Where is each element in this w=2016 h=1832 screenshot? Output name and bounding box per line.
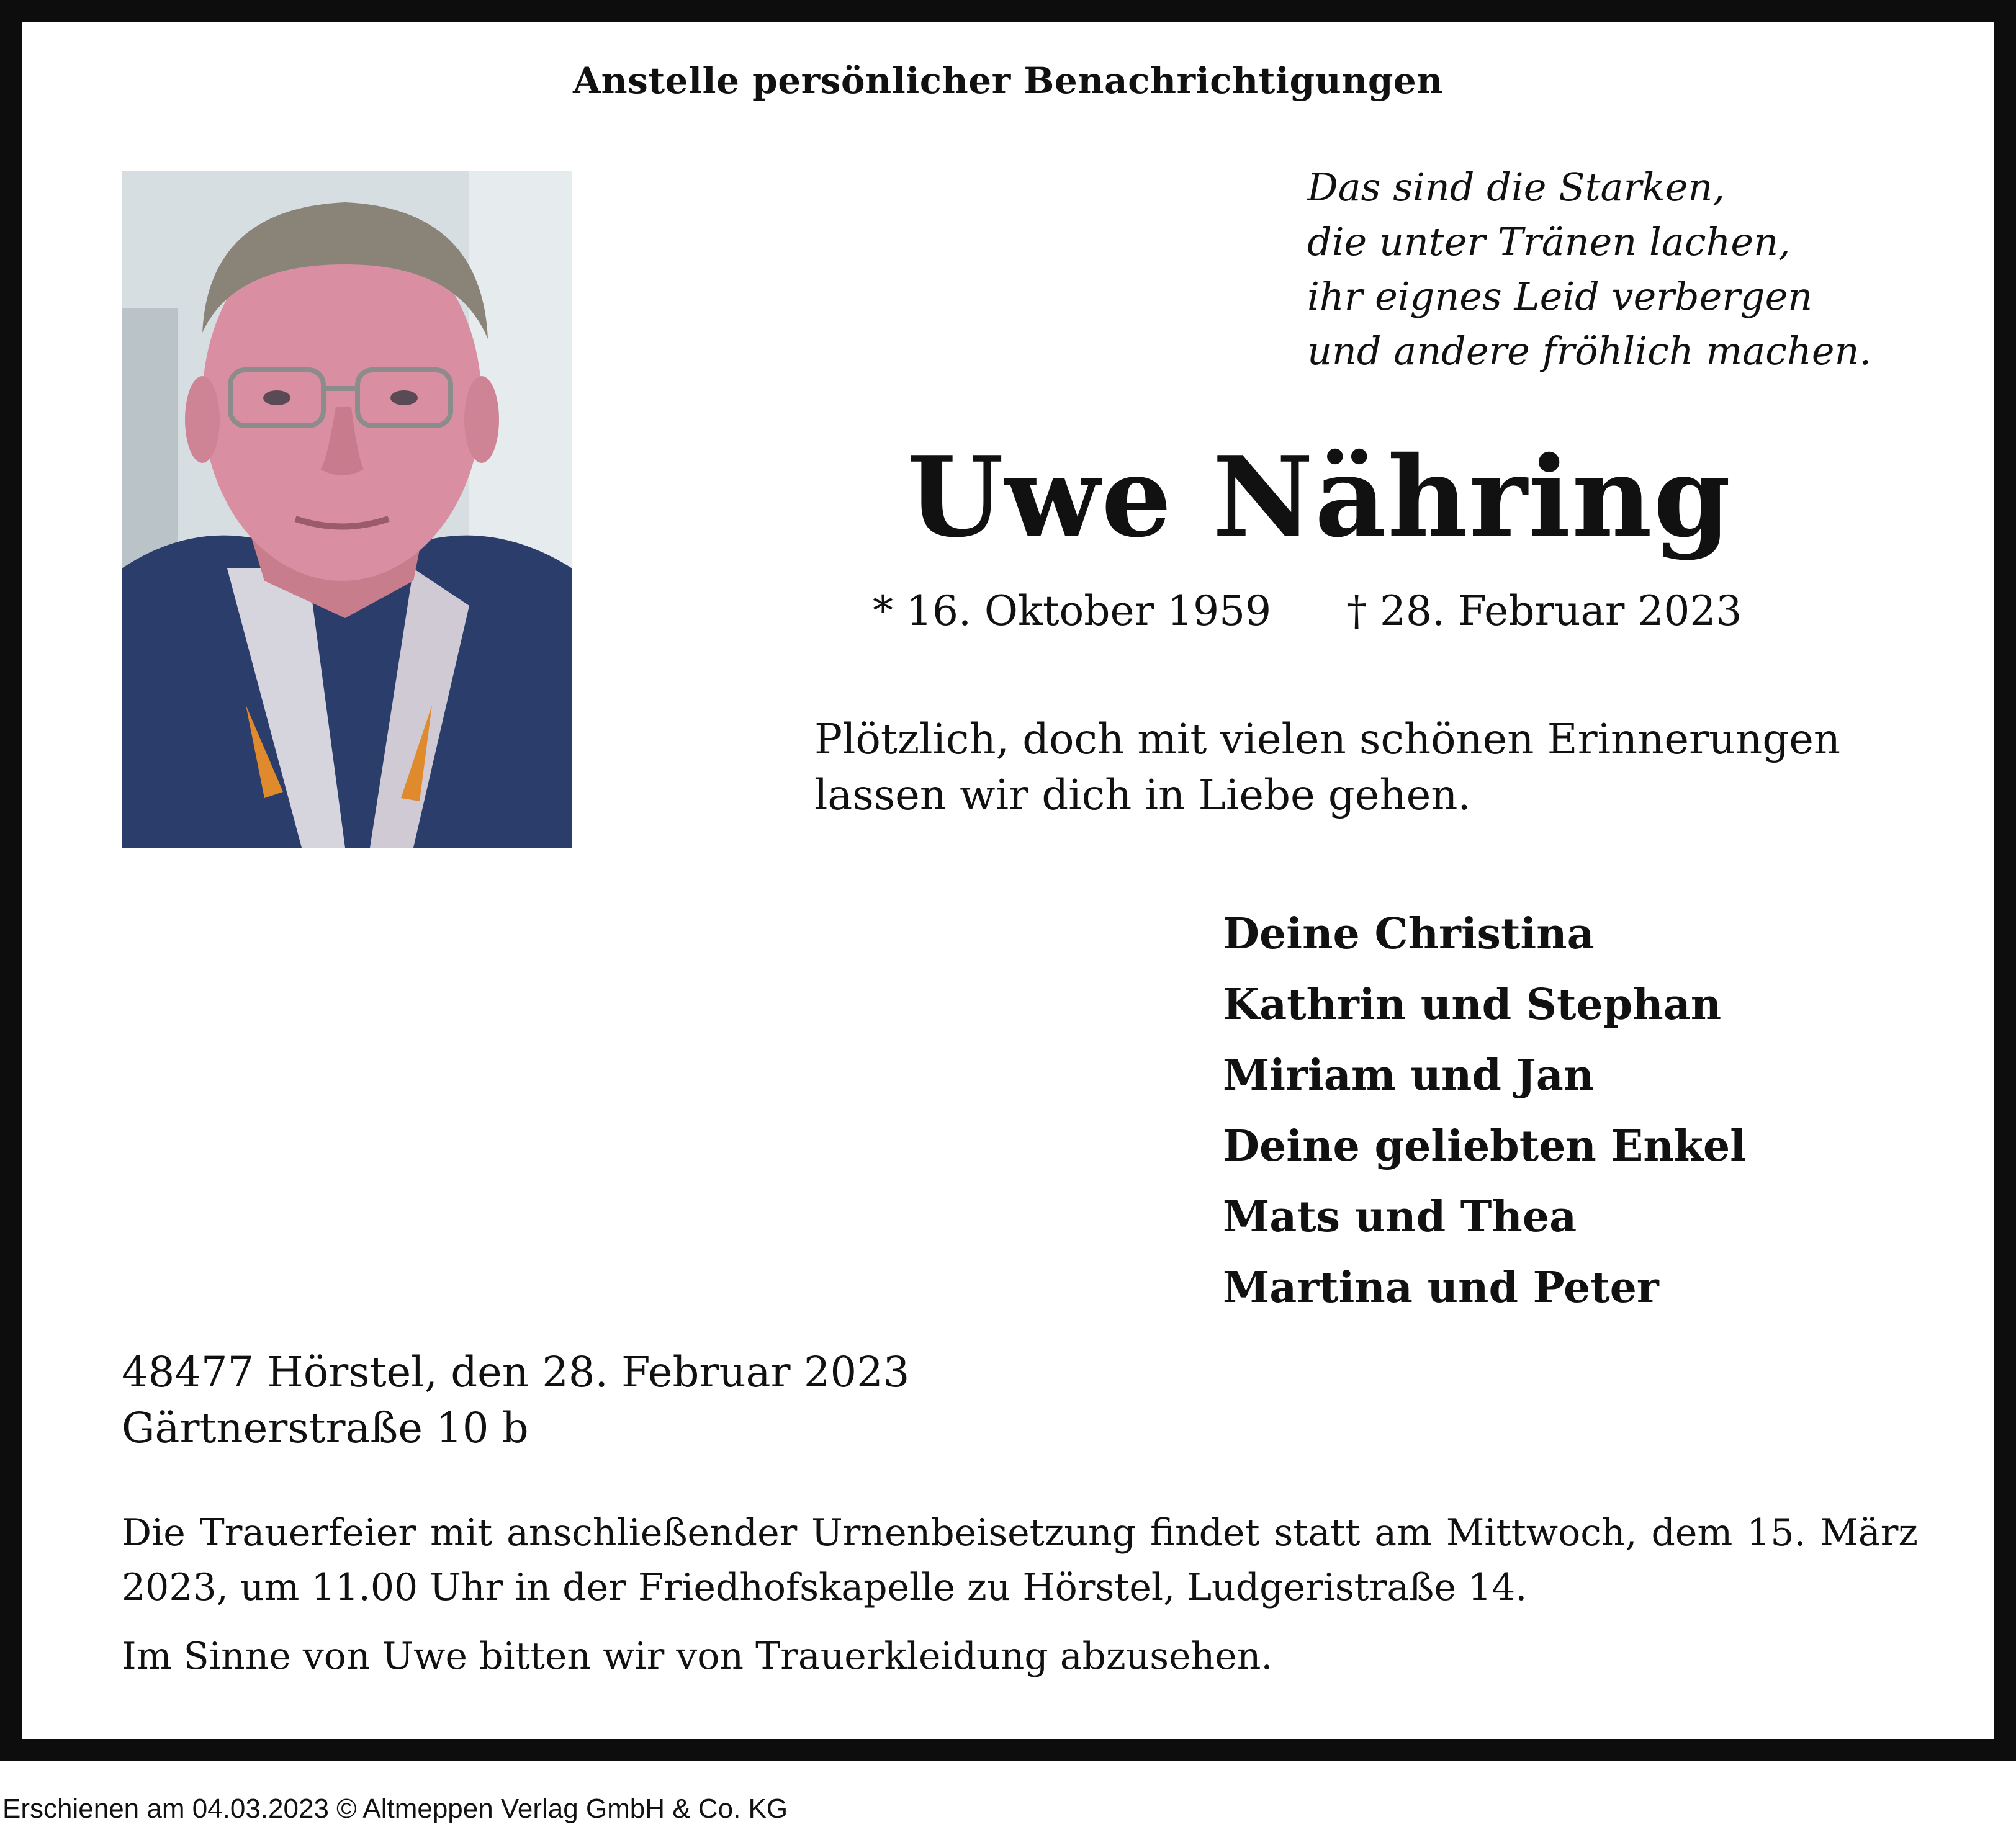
publication-footer: Erschienen am 04.03.2023 © Altmeppen Verlag GmbH & Co. KG xyxy=(2,1794,788,1824)
mourner-entry: Deine Christina xyxy=(1223,909,1595,959)
portrait-illustration xyxy=(122,171,572,848)
poem-quote xyxy=(1307,160,1871,379)
ceremony-details: Die Trauerfeier mit anschließender Urnenbeisetzung findet statt am Mittwoch, dem 15. März 2023, um 11.00 Uhr in der Friedhofskapelle zu Hörstel, Ludgeristraße 14. xyxy=(122,1511,1918,1609)
life-dates xyxy=(873,587,1742,635)
poem-line: Das sind die Starken, xyxy=(1307,164,1725,210)
obituary-notice xyxy=(22,22,1994,1739)
place-date-line: 48477 Hörstel, den 28. Februar 2023 xyxy=(122,1348,910,1396)
mourner-entry: Martina und Peter xyxy=(1223,1263,1659,1313)
mourners-list xyxy=(1223,899,1746,1323)
portrait-photo xyxy=(122,171,572,848)
notice-heading: Anstelle persönlicher Benachrichtigungen xyxy=(573,60,1443,102)
message-line: Plötzlich, doch mit vielen schönen Erinnerungen xyxy=(814,715,1841,763)
poem-line: ihr eignes Leid verbergen xyxy=(1307,274,1813,319)
dress-code-note: Im Sinne von Uwe bitten wir von Trauerkleidung abzusehen. xyxy=(122,1635,1273,1678)
street-line: Gärtnerstraße 10 b xyxy=(122,1404,529,1452)
death-date: † 28. Februar 2023 xyxy=(1346,587,1742,635)
birth-date: * 16. Oktober 1959 xyxy=(873,587,1272,635)
mourner-entry: Mats und Thea xyxy=(1223,1192,1577,1242)
message-line: lassen wir dich in Liebe gehen. xyxy=(814,771,1471,819)
mourner-entry: Miriam und Jan xyxy=(1223,1051,1595,1100)
deceased-name: Uwe Nähring xyxy=(907,432,1732,562)
poem-line: und andere fröhlich machen. xyxy=(1307,328,1872,374)
poem-line: die unter Tränen lachen, xyxy=(1307,219,1791,264)
mourner-entry: Kathrin und Stephan xyxy=(1223,980,1722,1030)
address-block xyxy=(122,1344,909,1456)
mourner-entry: Deine geliebten Enkel xyxy=(1223,1121,1746,1171)
farewell-message xyxy=(814,711,1840,823)
